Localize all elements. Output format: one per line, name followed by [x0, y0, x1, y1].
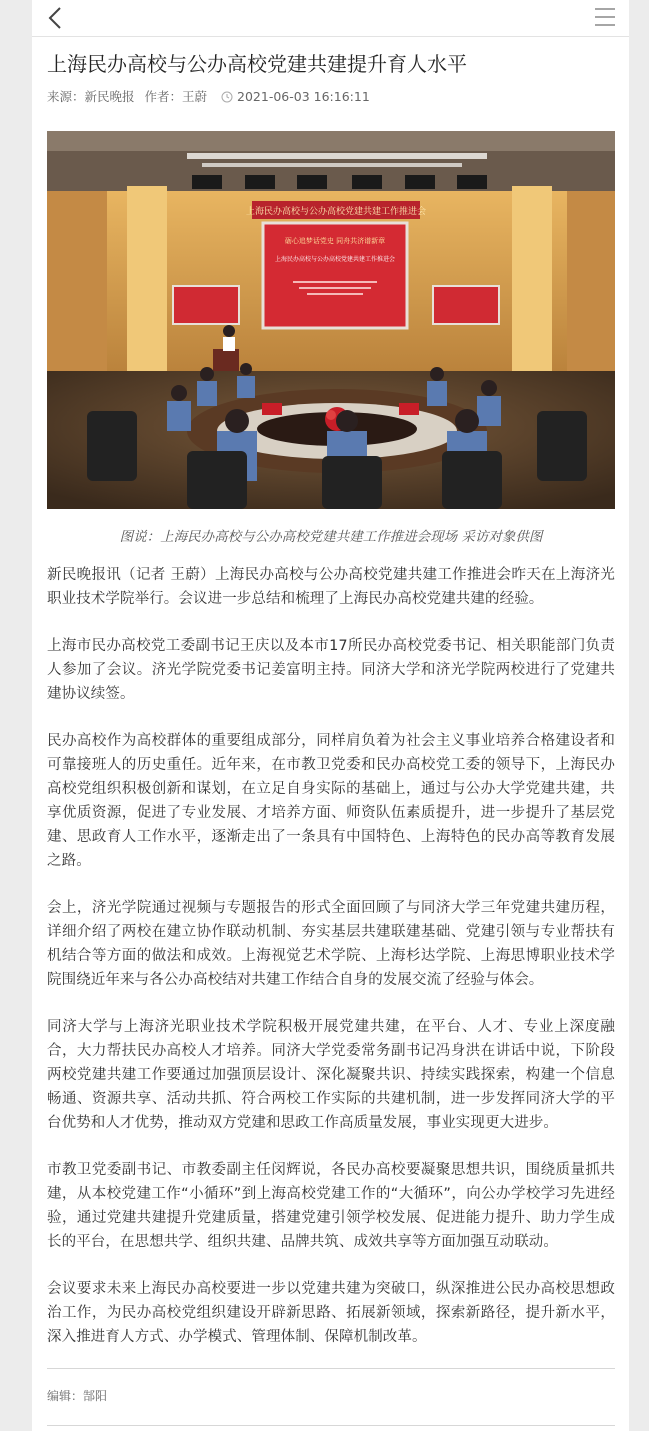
publish-datetime: 2021-06-03 16:16:11 [237, 89, 370, 104]
author-label: 作者：王蔚 [144, 89, 208, 104]
screen-line-1: 砺心追梦话党史 同舟共济谱新章 [284, 237, 386, 245]
article-divider-top [47, 1368, 615, 1369]
article-title: 上海民办高校与公办高校党建共建提升育人水平 [47, 52, 467, 76]
paragraph-5: 同济大学与上海济光职业技术学院积极开展党建共建，在平台、人才、专业上深度融合，大力帮扶民办高校人才培养。同济大学党委常务副书记冯身洪在讲话中说，下阶段两校党建共建工作要通过加强顶层设计、深化凝聚共识、持续实践探索，构建一个信息畅通、资源共享、活动共抓、符合两校工作实际的共建机制，进一步发挥同济大学的平台优势和人才优势，推动双方党建和思政工作高质量发展，事业实现更大进步。 [47, 1019, 615, 1131]
paragraph-6: 市教卫党委副书记、市教委副主任闵辉说，各民办高校要凝聚思想共识，围绕质量抓共建，从本校党建工作“小循环”到上海高校党建工作的“大循环”，向公办学校学习先进经验，通过党建共建提升党建质量，搭建党建引领学校发展、促进能力提升、助力学生成长的平台，在思想共学、组织共建、品牌共筑、成效共享等方面加强互动联动。 [47, 1162, 615, 1250]
photo-banner-text: 上海民办高校与公办高校党建共建工作推进会 [245, 207, 427, 217]
source-label: 来源：新民晚报 [47, 89, 135, 104]
meeting-scene-illustration [47, 131, 615, 509]
article-photo [47, 131, 615, 509]
hamburger-menu-icon[interactable] [593, 5, 617, 29]
article-meta [47, 87, 617, 107]
top-navigation-bar [32, 0, 629, 37]
paragraph-2: 上海市民办高校党工委副书记王庆以及本市17所民办高校党委书记、相关职能部门负责人参加了会议。济光学院党委书记姜富明主持。同济大学和济光学院两校进行了党建共建协议续签。 [47, 638, 615, 702]
screen-line-2: 上海民办高校与公办高校党建共建工作推进会 [274, 256, 396, 263]
paragraph-4: 会上，济光学院通过视频与专题报告的形式全面回顾了与同济大学三年党建共建历程，详细介绍了两校在建立协作联动机制、夯实基层共建联建基础、党建引领与专业帮扶有机结合等方面的做法和成效。上海视觉艺术学院、上海杉达学院、上海思博职业技术学院围绕近年来与各公办高校结对共建工作结合自身的发展交流了经验与体会。 [47, 900, 615, 988]
photo-caption: 图说：上海民办高校与公办高校党建共建工作推进会现场 采访对象供图 [119, 529, 543, 545]
paragraph-7: 会议要求未来上海民办高校要进一步以党建共建为突破口，纵深推进公民办高校思想政治工作，为民办高校党组织建设开辟新思路、拓展新领域，探索新路径，提升新水平，深入推进育人方式、办学模式、管理体制、保障机制改革。 [47, 1281, 615, 1345]
article-body [47, 563, 615, 1372]
paragraph-1: 新民晚报讯（记者 王蔚）上海民办高校与公办高校党建共建工作推进会昨天在上海济光职业技术学院举行。会议进一步总结和梳理了上海民办高校党建共建的经验。 [47, 567, 615, 607]
editor-credit: 编辑：郜阳 [47, 1389, 108, 1403]
back-arrow-icon[interactable] [40, 4, 70, 32]
article-page [32, 0, 629, 1431]
article-divider-bottom [47, 1425, 615, 1426]
paragraph-3: 民办高校作为高校群体的重要组成部分，同样肩负着为社会主义事业培养合格建设者和可靠接班人的历史重任。近年来，在市教卫党委和民办高校党工委的领导下，上海民办高校党组织积极创新和谋划，在立足自身实际的基础上，通过与公办大学党建共建，共享优质资源，促进了专业发展、才培养方面、师资队伍素质提升，进一步提升了基层党建、思政育人工作水平，逐渐走出了一条具有中国特色、上海特色的民办高等教育发展之路。 [47, 733, 615, 869]
clock-icon [221, 91, 233, 103]
